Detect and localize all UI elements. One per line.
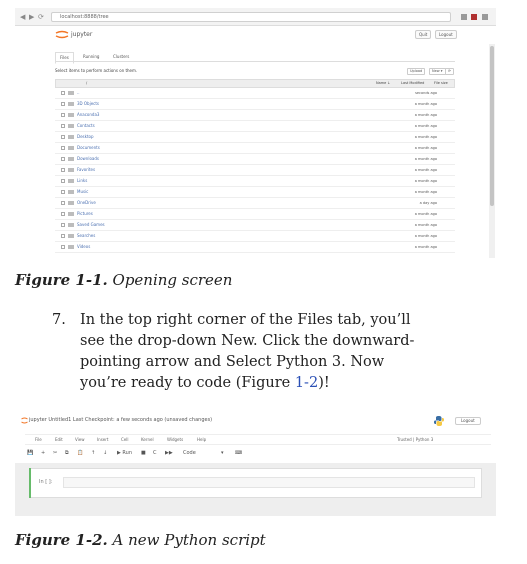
- upload-button[interactable]: Upload: [407, 68, 425, 75]
- kernel-status: Trusted | Python 3: [397, 437, 434, 442]
- folder-icon: [68, 201, 74, 205]
- notebook-toolbar: [25, 448, 491, 459]
- checkbox[interactable]: [61, 135, 65, 139]
- copy-icon[interactable]: ⧉: [65, 450, 69, 456]
- modified-time: a month ago: [414, 212, 437, 216]
- file-name[interactable]: Favorites: [77, 167, 96, 172]
- file-name[interactable]: Anaconda3: [77, 112, 100, 117]
- modified-time: seconds ago: [415, 91, 437, 95]
- list-item[interactable]: [55, 165, 455, 176]
- menu-view[interactable]: View: [75, 437, 85, 442]
- checkbox[interactable]: [61, 102, 65, 106]
- figure-number: Figure 1-2.: [15, 531, 108, 549]
- modified-time: a month ago: [414, 146, 437, 150]
- list-item[interactable]: [55, 99, 455, 110]
- cell-type-select[interactable]: Code: [183, 450, 196, 456]
- add-cell-icon[interactable]: +: [41, 450, 46, 456]
- list-item[interactable]: [55, 143, 455, 154]
- folder-icon: [68, 102, 74, 106]
- folder-icon: [68, 135, 74, 139]
- modified-time: a month ago: [414, 124, 437, 128]
- file-name[interactable]: Downloads: [77, 156, 99, 161]
- list-item[interactable]: [55, 198, 455, 209]
- checkbox[interactable]: [61, 201, 65, 205]
- modified-time: a day ago: [419, 201, 437, 205]
- list-item[interactable]: [55, 220, 455, 231]
- file-name[interactable]: Videos: [77, 244, 91, 249]
- quit-button[interactable]: Quit: [415, 30, 431, 39]
- folder-icon: [68, 245, 74, 249]
- list-item[interactable]: [55, 242, 455, 253]
- file-list-header: [55, 79, 455, 88]
- cell-prompt: In [ ]:: [39, 479, 53, 485]
- star-icon[interactable]: [461, 14, 467, 20]
- figure-caption: [15, 531, 266, 549]
- checkbox[interactable]: [61, 124, 65, 128]
- folder-icon: [68, 124, 74, 128]
- list-item[interactable]: [55, 231, 455, 242]
- folder-icon: [68, 179, 74, 183]
- menu-bar: [25, 434, 491, 445]
- step-number: 7.: [52, 312, 66, 328]
- tab-running[interactable]: Running: [83, 54, 100, 59]
- menu-widgets[interactable]: Widgets: [167, 437, 184, 442]
- notebook-title[interactable]: jupyter Untitled1 Last Checkpoint: a few seconds ago (unsaved changes): [29, 417, 213, 423]
- select-hint: Select items to perform actions on them.: [55, 68, 138, 73]
- cell-edit-indicator: [29, 468, 31, 498]
- checkbox[interactable]: [61, 146, 65, 150]
- figure-caption-text: Opening screen: [112, 271, 233, 289]
- modified-time: a month ago: [414, 113, 437, 117]
- tabs-divider: [55, 61, 455, 62]
- keyboard-icon[interactable]: ⌨: [235, 450, 243, 456]
- modified-time: a month ago: [414, 223, 437, 227]
- folder-icon: [68, 91, 74, 95]
- modified-time: a month ago: [414, 190, 437, 194]
- modified-time: a month ago: [414, 157, 437, 161]
- menu-help[interactable]: Help: [197, 437, 207, 442]
- file-name[interactable]: OneDrive: [77, 200, 96, 205]
- folder-icon: [68, 146, 74, 150]
- menu-cell[interactable]: Cell: [121, 437, 129, 442]
- jupyter-wordmark: jupyter: [71, 31, 93, 38]
- modified-sort-header[interactable]: Last Modified: [401, 81, 425, 85]
- menu-kernel[interactable]: Kernel: [141, 437, 154, 442]
- modified-time: a month ago: [414, 234, 437, 238]
- stop-icon[interactable]: ■: [141, 450, 146, 456]
- menu-icon[interactable]: [482, 14, 488, 20]
- jupyter-logo-icon: [55, 30, 69, 39]
- checkbox[interactable]: [61, 91, 65, 95]
- step-text: [80, 310, 420, 394]
- file-name[interactable]: Saved Games: [77, 222, 105, 227]
- folder-icon: [68, 212, 74, 216]
- folder-icon: [68, 223, 74, 227]
- jupyter-logo-icon: [21, 417, 28, 424]
- figure-caption: [15, 271, 232, 289]
- tab-clusters[interactable]: Clusters: [113, 54, 130, 59]
- move-down-icon[interactable]: ↓: [103, 450, 108, 456]
- modified-time: a month ago: [414, 135, 437, 139]
- reload-icon[interactable]: ⟳: [38, 13, 44, 21]
- folder-icon: [68, 234, 74, 238]
- move-up-icon[interactable]: ↑: [91, 450, 96, 456]
- step-text-after: )!: [318, 375, 330, 391]
- restart-run-all-icon[interactable]: ▶▶: [165, 450, 173, 456]
- file-name[interactable]: Music: [77, 189, 89, 194]
- chevron-down-icon[interactable]: ▾: [221, 450, 224, 456]
- back-icon[interactable]: ◀: [20, 13, 26, 21]
- checkbox[interactable]: [61, 179, 65, 183]
- scrollbar-thumb[interactable]: [490, 46, 494, 206]
- file-name[interactable]: Contacts: [77, 123, 95, 128]
- file-name[interactable]: ..: [77, 90, 80, 95]
- new-dropdown-button[interactable]: New ▾: [429, 68, 446, 75]
- file-name[interactable]: 3D Objects: [77, 101, 100, 106]
- path-label[interactable]: /: [86, 81, 88, 85]
- modified-time: a month ago: [414, 168, 437, 172]
- checkbox[interactable]: [61, 157, 65, 161]
- menu-insert[interactable]: Insert: [97, 437, 109, 442]
- list-item[interactable]: [55, 154, 455, 165]
- checkbox[interactable]: [61, 223, 65, 227]
- run-button[interactable]: ▶ Run: [117, 450, 133, 456]
- restart-icon[interactable]: C: [153, 450, 157, 456]
- logout-button[interactable]: Logout: [455, 417, 481, 425]
- refresh-button[interactable]: ⟳: [445, 68, 454, 75]
- list-item[interactable]: [55, 187, 455, 198]
- modified-time: a month ago: [414, 245, 437, 249]
- browser-toolbar: [15, 8, 496, 26]
- list-item[interactable]: [55, 121, 455, 132]
- name-sort-header[interactable]: Name ↓: [376, 81, 391, 85]
- cut-icon[interactable]: ✂: [53, 450, 58, 456]
- list-item[interactable]: [55, 176, 455, 187]
- url-text: localhost:8888/tree: [60, 14, 109, 20]
- figure-caption-text: A new Python script: [112, 531, 266, 549]
- checkbox[interactable]: [61, 113, 65, 117]
- checkbox[interactable]: [61, 168, 65, 172]
- logout-button[interactable]: Logout: [435, 30, 457, 39]
- file-name[interactable]: Pictures: [77, 211, 93, 216]
- checkbox[interactable]: [61, 190, 65, 194]
- extension-icon[interactable]: [471, 14, 477, 20]
- paste-icon[interactable]: 📋: [77, 450, 84, 456]
- forward-icon[interactable]: ▶: [29, 13, 35, 21]
- save-icon[interactable]: 💾: [27, 450, 34, 456]
- modified-time: a month ago: [414, 179, 437, 183]
- menu-file[interactable]: File: [35, 437, 42, 442]
- folder-icon: [68, 113, 74, 117]
- size-sort-header[interactable]: File size: [434, 81, 448, 85]
- folder-icon: [68, 157, 74, 161]
- jupyter-opening-screenshot: [15, 8, 496, 258]
- file-name[interactable]: Searches: [77, 233, 96, 238]
- modified-time: a month ago: [414, 102, 437, 106]
- checkbox[interactable]: [61, 234, 65, 238]
- python-logo-icon: [433, 415, 445, 427]
- figure-reference-link[interactable]: 1-2: [294, 375, 319, 391]
- list-item[interactable]: [55, 132, 455, 143]
- figure-number: Figure 1-1.: [15, 271, 108, 289]
- file-name[interactable]: Links: [77, 178, 88, 183]
- code-input[interactable]: [63, 477, 475, 488]
- folder-icon: [68, 190, 74, 194]
- file-name[interactable]: Desktop: [77, 134, 94, 139]
- list-item[interactable]: [55, 110, 455, 121]
- step-text-before: In the top right corner of the Files tab, you’ll see the drop-down New. Click the downward-pointing arrow and Select Python 3. Now you’re ready to code (Figure: [80, 312, 415, 391]
- checkbox[interactable]: [61, 245, 65, 249]
- file-name[interactable]: Documents: [77, 145, 100, 150]
- list-item[interactable]: [55, 88, 455, 99]
- address-bar[interactable]: [51, 12, 451, 22]
- new-notebook-screenshot: [15, 408, 496, 516]
- menu-edit[interactable]: Edit: [55, 437, 63, 442]
- checkbox[interactable]: [61, 212, 65, 216]
- list-item[interactable]: [55, 209, 455, 220]
- tab-files[interactable]: Files: [55, 52, 74, 64]
- folder-icon: [68, 168, 74, 172]
